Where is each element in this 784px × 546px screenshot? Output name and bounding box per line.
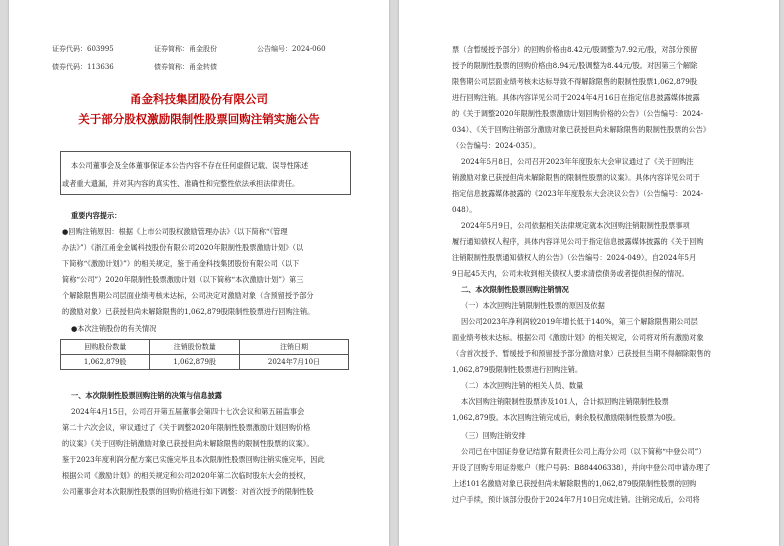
document-page-right	[399, 0, 779, 546]
body-line: 2024年5月9日，公司依据相关法律规定就本次回购注销限制性股票事项	[461, 221, 690, 230]
table-header-cell: 注销日期	[239, 340, 348, 355]
table-cell: 1,062,879股	[61, 355, 150, 370]
announcement-title: 关于部分股权激励限制性股票回购注销实施公告	[78, 112, 320, 126]
body-line: 上述101名激励对象已获授但尚未解除限售的1,062,879股限制性股票的回购	[452, 479, 697, 488]
table-header-cell: 注销股份数量	[150, 340, 239, 355]
body-line: （含首次授予、暂缓授予和预留授予部分激励对象）已获授但当期不得解除限售的	[452, 349, 711, 358]
cancellation-table	[60, 339, 349, 370]
body-line: 的《关于调整2020年限制性股票激励计划回购价格的公告》（公告编号：2024-	[452, 109, 704, 118]
subsection-heading: （三）回购注销安排	[461, 431, 526, 440]
table-header-row	[61, 340, 349, 355]
reason-line: ●回购注销原因：根据《上市公司股权激励管理办法》（以下简称“《管理	[62, 227, 288, 236]
stock-abbr: 证券简称：甬金股份	[154, 45, 217, 53]
table-heading: ●本次注销股份的有关情况	[71, 324, 157, 333]
table-header-cell: 回购股份数量	[61, 340, 150, 355]
body-line: 因公司2023年净利润较2019年增长低于140%，第三个解除限售期公司层	[461, 317, 698, 326]
section-heading: 二、本次限制性股票回购注销情况	[461, 285, 569, 294]
table-cell: 2024年7月10日	[239, 355, 348, 370]
table-cell: 1,062,879股	[150, 355, 239, 370]
body-line: 9日起45天内，公司未收到相关债权人要求清偿债务或者提供担保的情况。	[452, 269, 689, 278]
subsection-heading: （一）本次回购注销限制性股票的原因及依据	[461, 301, 605, 310]
body-line: 开设了回购专用证券账户（账户号码：B884406338），并向中登公司申请办理了	[452, 463, 711, 472]
body-line: 鉴于2023年度利润分配方案已实施完毕且本次限制性股票回购注销实施完毕，因此	[62, 455, 325, 464]
body-line: 第二十六次会议，审议通过了《关于调整2020年限制性股票激励计划回购价格	[62, 423, 311, 432]
body-line: 指定信息披露媒体披露的《2023年年度股东大会决议公告》（公告编号：2024-	[452, 189, 704, 198]
body-line: 本次回购注销限制性股票涉及101人，合计拟回购注销限制性股票	[461, 397, 669, 406]
important-heading: 重要内容提示：	[71, 211, 122, 220]
subsection-heading: （二）本次回购注销的相关人员、数量	[461, 381, 584, 390]
body-line: 034）、《关于回购注销部分激励对象已获授但尚未解除限售的限制性股票的公告》	[452, 125, 711, 134]
reason-line: 简称“公司”）2020年限制性股票激励计划（以下简称“本次激励计划”）第三	[62, 275, 304, 284]
body-line: 1,062,879股。本次回购注销完成后，剩余股权激励限制性股票为0股。	[452, 413, 681, 422]
table-row	[61, 355, 349, 370]
body-line: 过户手续，预计该部分股份于2024年7月10日完成注销。注销完成后，公司将	[452, 495, 700, 504]
body-line: 公司董事会对本次限制性股票的回购价格进行如下调整：对首次授予的限制性股	[62, 487, 314, 496]
body-line: 进行回购注销。具体内容详见公司于2024年4月16日在指定信息披露媒体披露	[452, 93, 700, 102]
reason-line: 的激励对象）已获授但尚未解除限售的1,062,879股限制性股票进行回购注销。	[62, 307, 315, 316]
reason-line: 办法》”）《浙江甬金金属科技股份有限公司2020年限制性股票激励计划》（以	[62, 243, 304, 252]
body-line: 履行通知债权人程序，具体内容详见公司于指定信息披露媒体披露的《关于回购	[452, 237, 704, 246]
body-line: （公告编号：2024-035）。	[452, 141, 541, 150]
bond-abbr: 债券简称：甬金转债	[154, 63, 217, 71]
reason-line: 下简称“《激励计划》”）的相关规定，鉴于甬金科技集团股份有限公司（以下	[62, 259, 300, 268]
bond-code: 债券代码：113636	[52, 63, 114, 71]
statement-line: 本公司董事会及全体董事保证本公告内容不存在任何虚假记载、误导性陈述	[71, 161, 309, 170]
reason-line: 个解除限售期公司层面业绩考核未达标，公司决定对激励对象（含预留授予部分	[62, 291, 314, 300]
company-title: 甬金科技集团股份有限公司	[130, 92, 268, 106]
body-line: 048）。	[452, 205, 477, 214]
notice-number: 公告编号：2024-060	[257, 45, 326, 53]
body-line: 1,062,879股限制性股票进行回购注销。	[452, 365, 583, 374]
body-line: 票（含暂缓授予部分）的回购价格由8.42元/股调整为7.92元/股，对部分预留	[452, 45, 698, 54]
body-line: 公司已在中国证券登记结算有限责任公司上海分公司（以下简称“中登公司”）	[461, 447, 706, 456]
body-line: 2024年5月8日，公司召开2023年年度股东大会审议通过了《关于回购注	[461, 157, 694, 166]
body-line: 销激励对象已获授但尚未解除限售的限制性股票的议案》。具体内容详见公司于	[452, 173, 700, 182]
body-line: 的议案》《关于回购注销激励对象已获授但尚未解除限售的限制性股票的议案》。	[62, 439, 314, 448]
statement-line: 或者重大遗漏，并对其内容的真实性、准确性和完整性依法承担法律责任。	[62, 179, 300, 188]
body-line: 面业绩考核未达标。根据公司《激励计划》的相关规定，公司将对所有激励对象	[452, 333, 704, 342]
body-line: 限售期公司层面业绩考核未达标导致不得解除限售的限制性股票1,062,879股	[452, 77, 698, 86]
body-line: 2024年4月15日，公司召开第五届董事会第四十七次会议和第五届监事会	[71, 407, 305, 416]
statement-box	[60, 151, 351, 195]
document-page-left	[9, 0, 389, 546]
stock-code: 证券代码：603995	[52, 45, 114, 53]
body-line: 根据公司《激励计划》的相关规定和公司2020年第二次临时股东大会的授权，	[62, 471, 311, 480]
body-line: 授予的限制性股票的回购价格由8.94元/股调整为8.44元/股。对因第三个解除	[452, 61, 698, 70]
section-heading: 一、本次限制性股票回购注销的决策与信息披露	[71, 391, 222, 400]
body-line: 注销限制性股票通知债权人的公告》（公告编号：2024-049）。自2024年5月	[452, 253, 697, 262]
